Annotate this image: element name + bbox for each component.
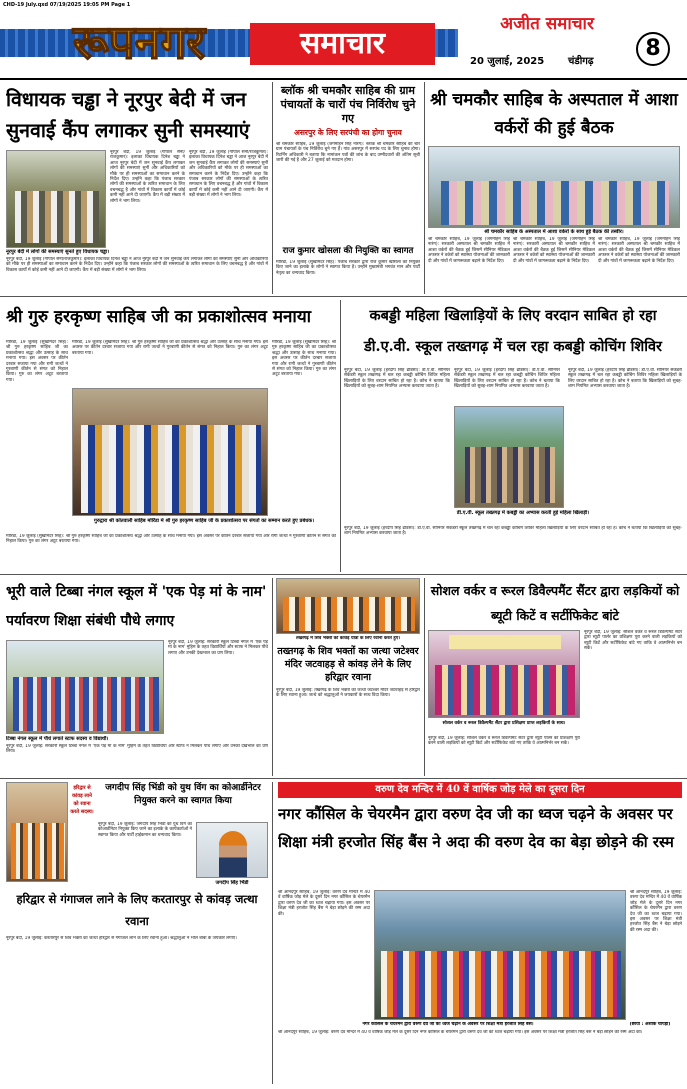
bhindi-photo-person <box>219 831 247 878</box>
kabaddi-body-col1: नूरपुर बेदी, 19 जुलाई (हरदीप सिंह ढींडसा): डी.ए.वी. सीनियर सेकेंडरी स्कूल तख्तगढ़ में चल रहा कबड्डी कोचिंग शिविर महिला खिलाड़ियों के लिए वरदान साबित हो रहा है। कोच ने बताया कि खिलाड़ियों को सुबह-शाम नियमित अभ्यास करवाया जाता है। <box>344 368 450 390</box>
haridwar-body: नूरपुर बेदी, 19 जुलाई: करतारपुर से शिव भक्तों का जत्था हरिद्वार से गंगाजल लाने के लिए रवाना हुआ। श्रद्धालुओं ने भोले बाबा के जयकारे लगाए। <box>6 936 237 941</box>
chadha-body-bottom: नूरपुर बेदी, 19 जुलाई (गोपाल सैनी/राजकुमार): इलाका विधायक दिनेश चड्ढा ने आज नूरपुर बेदी में जन सुनवाई कैंप लगाकर लोगों की समस्याएं सुनीं और अधिकारियों को मौके पर ही समस्याओं का समाधान करने के निर्देश दिए। उन्होंने कहा कि पंजाब सरकार लोगों की समस्याओं के त्वरित समाधान के लिए वचनबद्ध है और गांवों में विकास कार्यों में कोई कमी नहीं आने दी जाएगी। कैंप में बड़ी संख्या में लोगों ने भाग लिया। <box>6 257 268 273</box>
masthead-center-title: समाचार <box>299 26 386 61</box>
khosla-body: मोरिंडा, 19 जुलाई (सुखमिंदर सिंह): पंजाब सरकार द्वारा राज कुमार खोसला को नियुक्त किए जाने का इलाके के लोगों ने स्वागत किया है। उन्होंने मुख्यमंत्री भगवंत मान और पार्टी नेतृत्व का धन्यवाद किया। <box>276 260 420 276</box>
row1-rule <box>0 296 687 297</box>
gurpurab-photo-people <box>81 425 261 513</box>
masthead-rule <box>0 78 687 80</box>
bhindi-body: नूरपुर बेदी, 19 जुलाई: जगदीप सिंह भिंडी को युथ विंग का कोआर्डीनेटर नियुक्त किए जाने का इलाके के कार्यकर्ताओं ने स्वागत किया और पार्टी हाईकमान का धन्यवाद किया। <box>98 822 192 838</box>
block-subhead: असरपुर के लिए सरपंची का होगा चुनाव <box>294 128 402 137</box>
chadha-body-col2: नूरपुर बेदी, 19 जुलाई (गोपाल सैनी/राजकुमार): इलाका विधायक दिनेश चड्ढा ने आज नूरपुर बेदी में जन सुनवाई कैंप लगाकर लोगों की समस्याएं सुनीं और अधिकारियों को मौके पर ही समस्याओं का समाधान करने के निर्देश दिए। उन्होंने कहा कि पंजाब सरकार लोगों की समस्याओं के त्वरित समाधान के लिए वचनबद्ध है और गांवों में विकास कार्यों में कोई कमी नहीं आने दी जाएगी। कैंप में बड़ी संख्या में लोगों ने भाग लिया। <box>189 150 268 199</box>
row2-rule <box>0 574 687 575</box>
masthead <box>0 10 687 80</box>
kabaddi-headline: कबड्डी महिला खिलाड़ियों के लिए वरदान साबित हो रहा डी.ए.वी. स्कूल तख्तगढ़ में चल रहा कबड्डी कोचिंग शिविर <box>364 307 662 355</box>
divider-4 <box>272 578 273 776</box>
divider-1 <box>272 82 273 294</box>
masthead-brand: अजीत समाचार <box>500 14 594 34</box>
asha-photo <box>428 146 680 228</box>
varun-body-bottom: श्री आनंदपुर साहिब, 19 जुलाई: वरुण देव मन्दिर में 40 वें वार्षिक जोड़ मेले के दूसरे दिन नगर कौंसिल के चेयरमैन द्वारा वरुण देव जी का ध्वज चढ़ाया गया। इस अवसर पर शिक्षा मंत्री हरजोत सिंह बैंस ने बेड़ा छोड़ने की रस्म अदा की। <box>278 1030 643 1035</box>
divider-3 <box>340 300 341 572</box>
haridwar-photo-caption: हरिद्वार से कांवड़ लाने को रवाना करते सदस्य। <box>70 785 94 815</box>
asha-headline: श्री चमकौर साहिब के अस्पताल में आशा वर्करों की हुई बैठक <box>430 90 678 138</box>
asha-body-col2: श्री चमकौर साहिब, 19 जुलाई (जगमोहन सिंह नारंग): सरकारी अस्पताल श्री चमकौर साहिब में आशा वर्करों की बैठक हुई जिसमें सीनियर मेडिकल अफसर ने वर्करों को स्वास्थ्य योजनाओं की जानकारी दी और गांवों में जागरूकता बढ़ाने के निर्देश दिए। <box>513 237 595 264</box>
kabaddi-caption: डी.ए.वी. स्कूल तख्तगढ़ में कबड्डी का अभ्यास करती हुई महिला खिलाड़ी। <box>456 510 590 516</box>
varun-kicker: वरुण देव मन्दिर में 40 वें वार्षिक जोड़ मेले का दूसरा दिन <box>278 782 682 798</box>
social-body-right: नूरपुर बेदी, 19 जुलाई: सोशल वर्कर व रूरल डिवैल्पमैंट सैंटर द्वारा ब्यूटी पार्लर का प्रशिक्षण पूरा करने वाली लड़कियों को ब्यूटी किटें और सर्टीफिकेट बांटे गए ताकि वे आत्मनिर्भर बन सकें। <box>584 630 682 652</box>
masthead-center-box <box>250 23 435 65</box>
gurpurab-photo <box>72 388 268 516</box>
kanwar-headline: तख्तगढ़ के शिव भक्तों का जत्था जटेश्वर मंदिर जटवाहड़ से कांवड़ लेने के लिए हरिद्वार रवाना <box>277 646 419 683</box>
bhindi-headline: जगदीप सिंह भिंडी को युथ विंग का कोआर्डीनेटर नियुक्त करने का स्वागत किया <box>105 783 261 806</box>
page-number: 8 <box>636 32 670 66</box>
tibba-body-right: नूरपुर बेदी, 19 जुलाई: सरकारी स्कूल टिब्बा नंगल में 'एक पेड़ मां के नाम' मुहिम के तहत विद्यार्थियों और स्टाफ ने मिलकर पौधे लगाए और उनकी देखभाल का प्रण लिया। <box>168 640 268 656</box>
gurpurab-body-right: मोरिंडा, 19 जुलाई (सुखमिंदर सिंह): श्री गुरु हरकृष्ण साहिब जी का प्रकाशोत्सव श्रद्धा और उत्साह के साथ मनाया गया। इस अवसर पर कीर्तन दरबार सजाया गया और रागी जत्थों ने गुरबाणी कीर्तन से संगत को निहाल किया। गुरु का लंगर अटूट बरताया गया। <box>272 340 336 378</box>
varun-caption: नगर कौंसिल के चेयरमैन द्वारा वरुण देव जी का ध्वज चढ़ाने के अवसर पर शिक्षा मंत्री हरजोत सिंह बैंस। <box>362 1022 534 1027</box>
page-slug: CHD-19 July.qxd 07/19/2025 19:05 PM Page 1 <box>3 2 131 8</box>
khosla-headline: राज कुमार खोसला की नियुक्ति का स्वागत <box>282 246 414 256</box>
tibba-headline: भूरी वाले टिब्बा नंगल स्कूल में 'एक पेड़ मां के नाम' पर्यावरण शिक्षा संबंधी पौधे लगाए <box>6 584 267 629</box>
haridwar-photo <box>6 782 68 882</box>
row3-rule <box>0 778 687 779</box>
gurpurab-headline: श्री गुरु हरकृष्ण साहिब जी का प्रकाशोत्सव मनाया <box>6 307 312 327</box>
kanwar-body: नूरपुर बेदी, 19 जुलाई: तख्तगढ़ के शिव भक्तों का जत्था जटेश्वर मंदिर जटवाहड़ से हरिद्वार के लिए रवाना हुआ। जत्थे को श्रद्धालुओं ने जयकारों के साथ विदा किया। <box>276 688 420 699</box>
social-photo <box>428 630 580 718</box>
asha-body-col3: श्री चमकौर साहिब, 19 जुलाई (जगमोहन सिंह नारंग): सरकारी अस्पताल श्री चमकौर साहिब में आशा वर्करों की बैठक हुई जिसमें सीनियर मेडिकल अफसर ने वर्करों को स्वास्थ्य योजनाओं की जानकारी दी और गांवों में जागरूकता बढ़ाने के निर्देश दिए। <box>598 237 680 264</box>
asha-caption: श्री चमकौर साहिब के अस्पताल में आशा वर्करों के साथ हुई बैठक की तस्वीर। <box>484 229 624 235</box>
varun-photo-crowd <box>381 951 621 1017</box>
haridwar-headline: हरिद्वार से गंगाजल लाने के लिए करतारपुर से कांवड़ जत्था रवाना <box>16 892 258 928</box>
varun-headline: नगर कौंसिल के चेयरमैन द्वारा वरुण देव जी का ध्वज चढ़ने के अवसर पर शिक्षा मंत्री हरजोत सिंह बैंस ने अदा की वरुण देव का बेड़ा छोड़ने की रस्म <box>278 805 674 851</box>
tibba-body-bottom: नूरपुर बेदी, 19 जुलाई: सरकारी स्कूल टिब्बा नंगल में 'एक पेड़ मां के नाम' मुहिम के तहत विद्यार्थियों और स्टाफ ने मिलकर पौधे लगाए और उनकी देखभाल का प्रण लिया। <box>6 744 268 755</box>
block-headline: ब्लॉक श्री चमकौर साहिब की ग्राम पंचायतों के चारों पंच निर्विरोध चुने गए <box>280 84 416 124</box>
chadha-caption: नूरपुर बेदी में लोगों की समस्याएं सुनते हुए विधायक चड्ढा। <box>6 249 110 255</box>
kabaddi-body-col3: नूरपुर बेदी, 19 जुलाई (हरदीप सिंह ढींडसा): डी.ए.वी. सीनियर सेकेंडरी स्कूल तख्तगढ़ में चल रहा कबड्डी कोचिंग शिविर महिला खिलाड़ियों के लिए वरदान साबित हो रहा है। कोच ने बताया कि खिलाड़ियों को सुबह-शाम नियमित अभ्यास करवाया जाता है। <box>568 368 682 390</box>
bhindi-caption: जगदीप सिंह भिंडी <box>215 880 249 886</box>
divider-6 <box>272 782 273 1084</box>
kanwar-photo-people <box>283 597 415 631</box>
gurpurab-body-left: मोरिंडा, 19 जुलाई (सुखमिंदर सिंह): श्री गुरु हरकृष्ण साहिब जी का प्रकाशोत्सव श्रद्धा और उत्साह के साथ मनाया गया। इस अवसर पर कीर्तन दरबार सजाया गया और रागी जत्थों ने गुरबाणी कीर्तन से संगत को निहाल किया। गुरु का लंगर अटूट बरताया गया। <box>6 340 68 383</box>
block-body: श्री चमकौर साहिब, 19 जुलाई (जगमोहन सिंह नारंग): ब्लॉक श्री चमकौर साहिब की चार ग्राम पंचायतों के पंच निर्विरोध चुने गए हैं। गांव असरपुर में सरपंच पद के लिए चुनाव होगा। रिटर्निंग अधिकारी ने बताया कि नामांकन पत्रों की जांच के बाद उम्मीदवारों की अंतिम सूची जारी की गई है और 27 जुलाई को मतदान होगा। <box>276 142 420 164</box>
gurpurab-body-bottom: मोरिंडा, 19 जुलाई (सुखमिंदर सिंह): श्री गुरु हरकृष्ण साहिब जी का प्रकाशोत्सव श्रद्धा और उत्साह के साथ मनाया गया। इस अवसर पर कीर्तन दरबार सजाया गया और रागी जत्थों ने गुरबाणी कीर्तन से संगत को निहाल किया। गुरु का लंगर अटूट बरताया गया। <box>6 534 336 545</box>
social-photo-banner <box>449 635 561 649</box>
masthead-date: 20 जुलाई, 2025 <box>470 56 545 67</box>
chadha-photo <box>6 150 106 248</box>
asha-photo-people <box>441 181 669 225</box>
divider-5 <box>424 578 425 776</box>
bhindi-photo <box>196 822 268 878</box>
chadha-headline: विधायक चड्ढा ने नूरपुर बेदी में जन सुनवाई कैंप लगाकर सुनी समस्याएं <box>6 88 250 142</box>
varun-body-left: श्री आनंदपुर साहिब, 19 जुलाई: वरुण देव मन्दिर में 40 वें वार्षिक जोड़ मेले के दूसरे दिन नगर कौंसिल के चेयरमैन द्वारा वरुण देव जी का ध्वज चढ़ाया गया। इस अवसर पर शिक्षा मंत्री हरजोत सिंह बैंस ने बेड़ा छोड़ने की रस्म अदा की। <box>278 890 370 917</box>
masthead-left-title: रूपनगर <box>72 15 206 69</box>
kanwar-caption: तख्तगढ़ में शिव भक्तों को कांवड़ यात्रा के लिए रवाना करते हुए। <box>295 636 401 641</box>
chadha-photo-people <box>15 191 99 243</box>
varun-body-right: श्री आनंदपुर साहिब, 19 जुलाई: वरुण देव मन्दिर में 40 वें वार्षिक जोड़ मेले के दूसरे दिन नगर कौंसिल के चेयरमैन द्वारा वरुण देव जी का ध्वज चढ़ाया गया। इस अवसर पर शिक्षा मंत्री हरजोत सिंह बैंस ने बेड़ा छोड़ने की रस्म अदा की। <box>630 890 682 933</box>
haridwar-photo-people <box>11 823 65 879</box>
social-caption: सोशल वर्कर व रूरल डिवैल्पमैंट सैंटर द्वारा प्रशिक्षण प्राप्त लड़कियों के साथ। <box>442 721 566 726</box>
tibba-caption: टिब्बा नंगल स्कूल में पौधे लगाते स्टाफ सदस्य व विद्यार्थी। <box>6 736 109 742</box>
kabaddi-body-bottom: नूरपुर बेदी, 19 जुलाई (हरदीप सिंह ढींडसा): डी.ए.वी. सीनियर सेकेंडरी स्कूल तख्तगढ़ में चल रहा कबड्डी कोचिंग शिविर महिला खिलाड़ियों के लिए वरदान साबित हो रहा है। कोच ने बताया कि खिलाड़ियों को सुबह-शाम नियमित अभ्यास करवाया जाता है। <box>344 526 682 537</box>
divider-2 <box>424 82 425 294</box>
kanwar-photo <box>276 578 420 634</box>
social-photo-people <box>435 665 575 715</box>
varun-photo-label: (छाया : अशोक चोपड़ा) <box>629 1022 671 1027</box>
kabaddi-photo-players <box>465 447 555 503</box>
kabaddi-photo <box>454 406 564 508</box>
tibba-photo-students <box>13 677 159 731</box>
chadha-body-col1: नूरपुर बेदी, 19 जुलाई (गोपाल सैनी/राजकुमार): इलाका विधायक दिनेश चड्ढा ने आज नूरपुर बेदी में जन सुनवाई कैंप लगाकर लोगों की समस्याएं सुनीं और अधिकारियों को मौके पर ही समस्याओं का समाधान करने के निर्देश दिए। उन्होंने कहा कि पंजाब सरकार लोगों की समस्याओं के त्वरित समाधान के लिए वचनबद्ध है और गांवों में विकास कार्यों में कोई कमी नहीं आने दी जाएगी। कैंप में बड़ी संख्या में लोगों ने भाग लिया। <box>110 150 185 204</box>
gurpurab-caption: गुरुद्वारा श्री कोतवाली साहिब मोरिंडा में श्री गुरु हरकृष्ण साहिब जी के प्रकाशोत्सव पर संगतों का सम्मान करते हुए प्रबंधक। <box>94 518 314 524</box>
kabaddi-body-col2: नूरपुर बेदी, 19 जुलाई (हरदीप सिंह ढींडसा): डी.ए.वी. सीनियर सेकेंडरी स्कूल तख्तगढ़ में चल रहा कबड्डी कोचिंग शिविर महिला खिलाड़ियों के लिए वरदान साबित हो रहा है। कोच ने बताया कि खिलाड़ियों को सुबह-शाम नियमित अभ्यास करवाया जाता है। <box>454 368 560 390</box>
tibba-photo <box>6 640 164 734</box>
asha-body-col1: श्री चमकौर साहिब, 19 जुलाई (जगमोहन सिंह नारंग): सरकारी अस्पताल श्री चमकौर साहिब में आशा वर्करों की बैठक हुई जिसमें सीनियर मेडिकल अफसर ने वर्करों को स्वास्थ्य योजनाओं की जानकारी दी और गांवों में जागरूकता बढ़ाने के निर्देश दिए। <box>428 237 510 264</box>
social-body-bottom: नूरपुर बेदी, 19 जुलाई: सोशल वर्कर व रूरल डिवैल्पमैंट सैंटर द्वारा ब्यूटी पार्लर का प्रशिक्षण पूरा करने वाली लड़कियों को ब्यूटी किटें और सर्टीफिकेट बांटे गए ताकि वे आत्मनिर्भर बन सकें। <box>428 736 580 747</box>
social-headline: सोशल वर्कर व रूरल डिवैल्पमैंट सैंटर द्वारा लड़कियों को ब्यूटी किटें व सर्टीफिकेट बांटे <box>430 583 680 623</box>
masthead-city: चंडीगढ़ <box>568 56 594 67</box>
varun-photo <box>374 890 626 1020</box>
gurpurab-body-top: मोरिंडा, 19 जुलाई (सुखमिंदर सिंह): श्री गुरु हरकृष्ण साहिब जी का प्रकाशोत्सव श्रद्धा और उत्साह के साथ मनाया गया। इस अवसर पर कीर्तन दरबार सजाया गया और रागी जत्थों ने गुरबाणी कीर्तन से संगत को निहाल किया। गुरु का लंगर अटूट बरताया गया। <box>72 340 268 356</box>
